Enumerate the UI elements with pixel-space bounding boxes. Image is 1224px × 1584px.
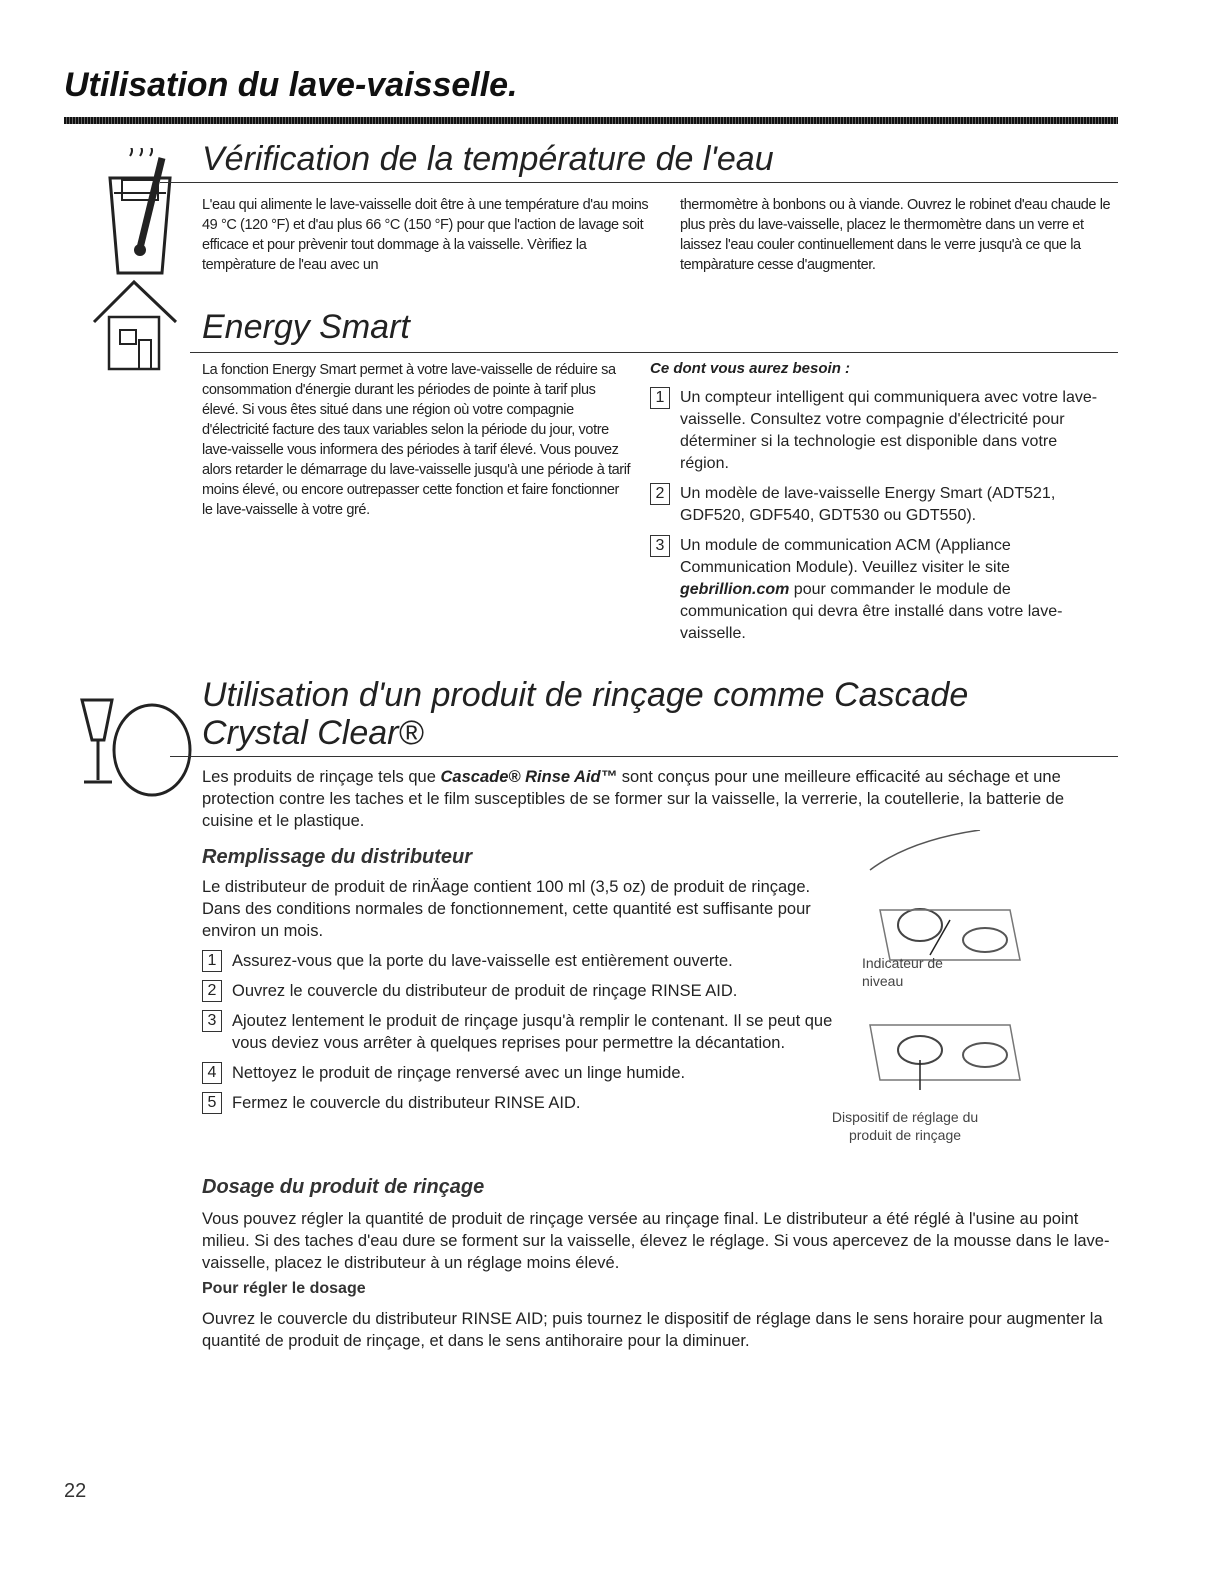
- page-number: 22: [64, 1480, 87, 1502]
- list-item: [202, 1010, 842, 1054]
- list-item: [202, 1092, 842, 1114]
- temp-col1: L'eau qui alimente le lave-vaisselle doit être à une température d'au moins 49 °C (120 °F) et d'au plus 66 °C (150 °F) pour que l'action de lavage soit efficace et pour prèvenir tout dommage à la vaisselle. Vèrifiez la tempèrature de l'eau avec un: [202, 197, 649, 273]
- adjust-heading: Pour régler le dosage: [202, 1280, 366, 1297]
- adjust-text: Ouvrez le couvercle du distributeur RINSE AID; puis tournez le dispositif de réglage dans le sens horaire pour augmenter la quantité de produit de rinçage, et dans le sens antihoraire pour la diminuer.: [202, 1310, 1103, 1350]
- step-text: Fermez le couvercle du distributeur RINSE AID.: [232, 1094, 581, 1112]
- energy-col1: La fonction Energy Smart permet à votre lave-vaisselle de réduire sa consommation d'énergie durant les périodes de pointe à tarif plus élevé. Si vous êtes situé dans une région où votre compagnie d'électricité facture des taux variables selon la période du jour, votre lave-vaisselle vous informera des périodes à tarif élevé. Vous pouvez alors retarder le démarrage du lave-vaisselle jusqu'à une période à tarif moins élevé, ou encore outrepasser cette fonction et faire fonctionner le lave-vaisselle à votre gré.: [202, 362, 631, 518]
- item-text: Un modèle de lave-vaisselle Energy Smart (ADT521, GDF520, GDF540, GDT530 ou GDT550).: [680, 485, 1056, 524]
- step-number: 4: [202, 1062, 222, 1084]
- rinse-heading: Utilisation d'un produit de rinçage comme Cascade Crystal Clear®: [202, 676, 969, 752]
- step-text: Assurez-vous que la porte du lave-vaisselle est entièrement ouverte.: [232, 952, 733, 970]
- item-text-pre: Un module de communication ACM (Appliance Communication Module). Veuillez visiter le site: [680, 537, 1011, 576]
- temp-col2: thermomètre à bonbons ou à viande. Ouvrez le robinet d'eau chaude le plus près du lave-vaisselle, placez le thermomètre dans un verre et laissez l'eau couler continuellement dans le verre jusqu'à ce que la tempàrature cesse d'augmenter.: [680, 197, 1111, 273]
- title-rule: [64, 117, 1118, 124]
- list-item: [202, 950, 842, 972]
- section-rule: [190, 352, 1118, 353]
- step-number: 2: [202, 980, 222, 1002]
- energy-requirements: [650, 360, 1100, 653]
- step-number: 1: [650, 387, 670, 409]
- adjuster-caption: Dispositif de réglage du produit de rinçage: [831, 1109, 979, 1143]
- list-item: [650, 535, 1100, 645]
- list-item: [650, 483, 1100, 527]
- intro-text: Les produits de rinçage tels que: [202, 768, 441, 786]
- fill-steps: [202, 950, 842, 1122]
- list-item: [202, 980, 842, 1002]
- house-icon: [84, 272, 194, 382]
- step-number: 3: [650, 535, 670, 557]
- fill-heading: Remplissage du distributeur: [202, 846, 473, 868]
- section-rule: [170, 756, 1118, 757]
- step-text: Ouvrez le couvercle du distributeur de produit de rinçage RINSE AID.: [232, 982, 738, 1000]
- dose-heading: Dosage du produit de rinçage: [202, 1176, 485, 1198]
- energy-heading: Energy Smart: [202, 308, 410, 346]
- item-text: [680, 535, 1100, 645]
- page-title: Utilisation du lave-vaisselle.: [64, 66, 518, 104]
- step-text: Nettoyez le produit de rinçage renversé avec un linge humide.: [232, 1064, 686, 1082]
- brand-name: Cascade® Rinse Aid™: [440, 768, 618, 786]
- website-link[interactable]: gebrillion.com: [680, 581, 790, 598]
- dispenser-fill-illustration: [860, 830, 1030, 970]
- intro-text: sont conçus pour une meilleure efficacité au séchage et une protection contre les taches et le film susceptibles de se former sur la vaisselle, la verrerie, la coutellerie, la batterie de cuisine et le plastique.: [202, 768, 1065, 830]
- step-number: 3: [202, 1010, 222, 1032]
- list-item: [650, 387, 1100, 475]
- fill-text: Le distributeur de produit de rinÄage contient 100 ml (3,5 oz) de produit de rinçage. Dans des conditions normales de fonctionnement, cette quantité est suffisante pour environ un mois.: [202, 878, 811, 940]
- step-number: 2: [650, 483, 670, 505]
- dose-text: Vous pouvez régler la quantité de produit de rinçage versée au rinçage final. Le distributeur a été réglé à l'usine au point milieu. Si des taches d'eau dure se forment sur la vaisselle, élevez le réglage. Si vous apercevez de la mousse dans le lave-vaisselle, placez le distributeur à un réglage moins élevé.: [202, 1210, 1110, 1272]
- temp-heading: Vérification de la température de l'eau: [202, 140, 774, 178]
- section-rule: [160, 182, 1118, 183]
- list-item: [202, 1062, 842, 1084]
- item-text-post: pour commander le module de communication qui devra être installé dans votre lave-vaisselle.: [680, 581, 1063, 642]
- step-number: 5: [202, 1092, 222, 1114]
- rinse-intro: [202, 766, 1117, 832]
- item-text: Un compteur intelligent qui communiquera avec votre lave-vaisselle. Consultez votre compagnie d'électricité pour déterminer si la technologie est disponible dans votre région.: [680, 389, 1098, 472]
- step-number: 1: [202, 950, 222, 972]
- glass-and-plate-icon: [62, 690, 202, 800]
- dispenser-adjust-illustration: [860, 985, 1030, 1095]
- thermometer-glass-icon: [100, 148, 180, 278]
- level-indicator-caption: Indicateur de niveau: [862, 955, 943, 989]
- step-text: Ajoutez lentement le produit de rinçage jusqu'à remplir le contenant. Il se peut que vous deviez vous arrêter à quelques reprises pour permettre la décantation.: [232, 1012, 833, 1052]
- need-label: Ce dont vous aurez besoin :: [650, 360, 851, 377]
